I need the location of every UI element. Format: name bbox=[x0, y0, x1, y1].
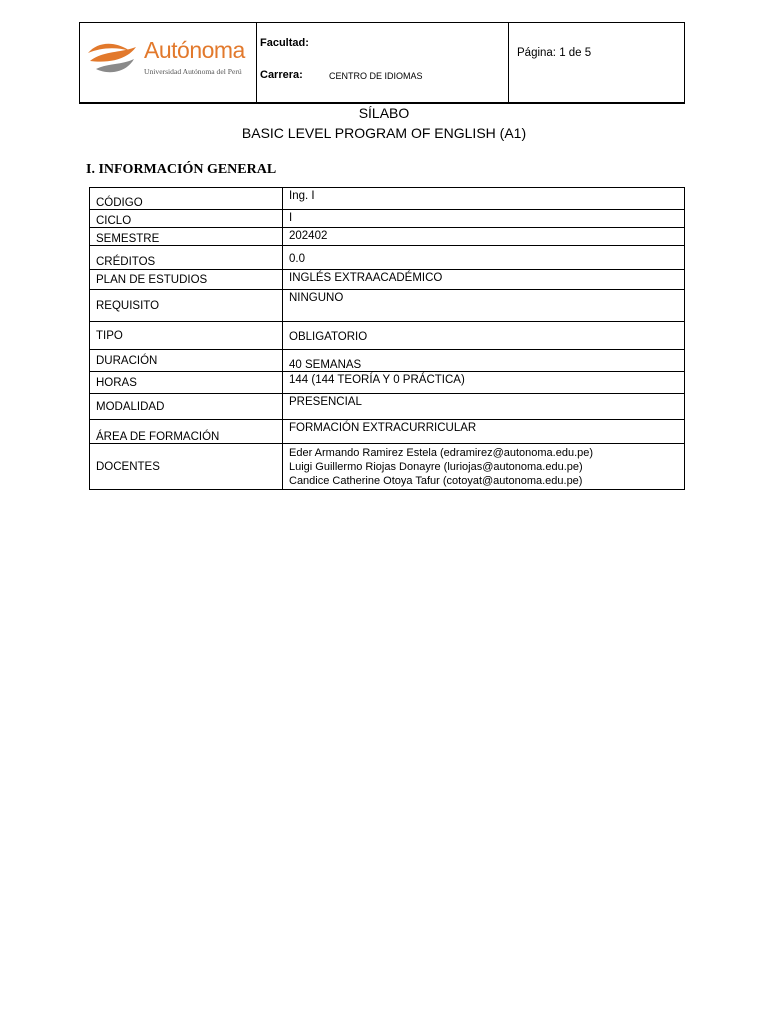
row-key: SEMESTRE bbox=[90, 228, 283, 246]
row-key: TIPO bbox=[90, 322, 283, 350]
document-title: SÍLABO bbox=[358, 105, 410, 121]
row-value: 202402 bbox=[283, 228, 685, 246]
page-indicator: Página: 1 de 5 bbox=[517, 47, 592, 59]
table-row bbox=[90, 228, 685, 246]
docente-name: Eder Armando Ramirez Estela (edramirez@autonoma.edu.pe) bbox=[289, 447, 594, 459]
table-row bbox=[90, 290, 685, 322]
row-key: HORAS bbox=[90, 372, 283, 394]
logo-name: Autónoma bbox=[144, 37, 245, 63]
row-key: DURACIÓN bbox=[90, 350, 283, 372]
table-row bbox=[90, 210, 685, 228]
document-header bbox=[79, 22, 685, 104]
table-row bbox=[90, 350, 685, 372]
row-key: REQUISITO bbox=[90, 290, 283, 322]
university-logo bbox=[86, 35, 252, 87]
row-key: MODALIDAD bbox=[90, 394, 283, 420]
row-key: PLAN DE ESTUDIOS bbox=[90, 270, 283, 290]
docentes-key: DOCENTES bbox=[90, 444, 283, 490]
docente-name: Candice Catherine Otoya Tafur (cotoyat@autonoma.edu.pe) bbox=[289, 475, 583, 487]
table-row bbox=[90, 372, 685, 394]
table-row bbox=[90, 322, 685, 350]
carrera-value: CENTRO DE IDIOMAS bbox=[329, 71, 423, 81]
row-key: ÁREA DE FORMACIÓN bbox=[90, 420, 283, 444]
row-value: 0.0 bbox=[283, 246, 685, 270]
carrera-label: Carrera: bbox=[260, 69, 303, 81]
general-info-table bbox=[89, 187, 685, 490]
row-value: INGLÉS EXTRAACADÉMICO bbox=[283, 270, 685, 290]
docentes-list bbox=[283, 444, 685, 490]
row-value: OBLIGATORIO bbox=[283, 322, 685, 350]
autonoma-swoosh-icon bbox=[86, 39, 140, 79]
logo-subtitle: Universidad Autónoma del Perú bbox=[144, 67, 242, 76]
facultad-label: Facultad: bbox=[260, 37, 309, 49]
docente-name: Luigi Guillermo Riojas Donayre (luriojas@autonoma.edu.pe) bbox=[289, 461, 583, 473]
row-value: NINGUNO bbox=[283, 290, 685, 322]
table-row bbox=[90, 188, 685, 210]
row-value: I bbox=[283, 210, 685, 228]
table-row bbox=[90, 394, 685, 420]
row-key: CICLO bbox=[90, 210, 283, 228]
course-title: BASIC LEVEL PROGRAM OF ENGLISH (A1) bbox=[241, 125, 527, 141]
section-title: I. INFORMACIÓN GENERAL bbox=[86, 162, 277, 177]
row-key: CRÉDITOS bbox=[90, 246, 283, 270]
row-value: Ing. I bbox=[283, 188, 685, 210]
table-row bbox=[90, 444, 685, 490]
table-row bbox=[90, 270, 685, 290]
table-row bbox=[90, 420, 685, 444]
row-key: CÓDIGO bbox=[90, 188, 283, 210]
row-value: PRESENCIAL bbox=[283, 394, 685, 420]
row-value: 40 SEMANAS bbox=[283, 350, 685, 372]
row-value: 144 (144 TEORÍA Y 0 PRÁCTICA) bbox=[283, 372, 685, 394]
table-row bbox=[90, 246, 685, 270]
row-value: FORMACIÓN EXTRACURRICULAR bbox=[283, 420, 685, 444]
